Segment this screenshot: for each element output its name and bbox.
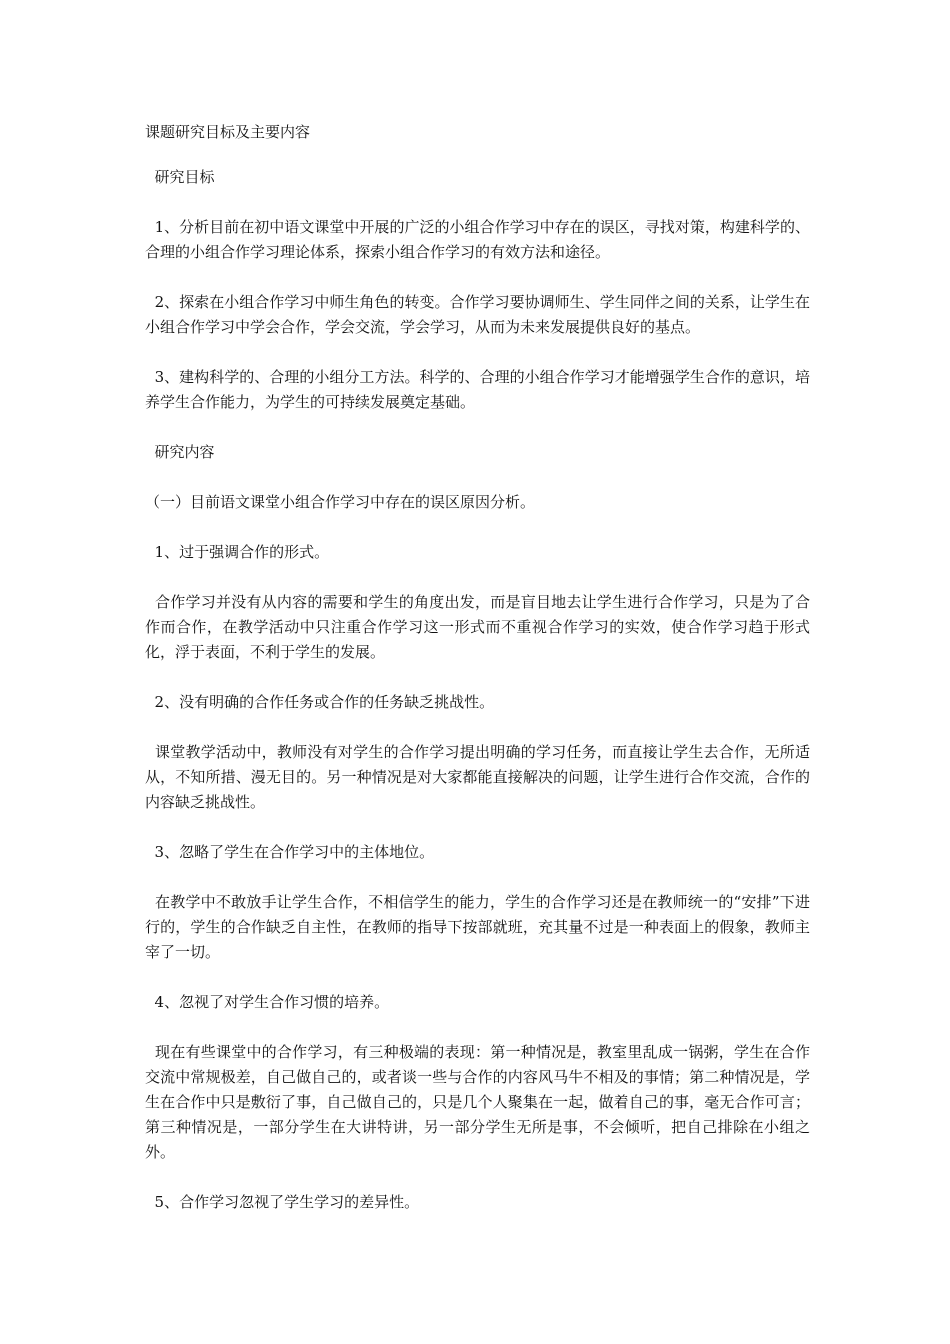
subsection-heading-1: （一）目前语文课堂小组合作学习中存在的误区原因分析。	[145, 493, 536, 511]
item-heading-3: 3、忽略了学生在合作学习中的主体地位。	[145, 843, 435, 861]
goal-paragraph-2: 2、探索在小组合作学习中师生角色的转变。合作学习要协调师生、学生同伴之间的关系，让学生在小组合作学习中学会合作，学会交流，学会学习，从而为未来发展提供良好的基点。	[145, 293, 810, 336]
item-heading-2: 2、没有明确的合作任务或合作的任务缺乏挑战性。	[145, 693, 495, 711]
item-body-1: 合作学习并没有从内容的需要和学生的角度出发，而是盲目地去让学生进行合作学习，只是为了合作而合作，在教学活动中只注重合作学习这一形式而不重视合作学习的实效，使合作学习趋于形式化，浮于表面，不利于学生的发展。	[145, 593, 810, 661]
item-body-4: 现在有些课堂中的合作学习，有三种极端的表现：第一种情况是，教室里乱成一锅粥，学生在合作交流中常规极差，自己做自己的，或者谈一些与合作的内容风马牛不相及的事情；第二种情况是，学生在合作中只是敷衍了事，自己做自己的，只是几个人聚集在一起，做着自己的事，毫无合作可言；第三种情况是，一部分学生在大讲特讲，另一部分学生无所是事，不会倾听，把自己排除在小组之外。	[145, 1043, 810, 1161]
section-heading-goals: 研究目标	[145, 168, 215, 186]
item-heading-4: 4、忽视了对学生合作习惯的培养。	[145, 993, 390, 1011]
goal-paragraph-1: 1、分析目前在初中语文课堂中开展的广泛的小组合作学习中存在的误区，寻找对策，构建科学的、合理的小组合作学习理论体系，探索小组合作学习的有效方法和途径。	[145, 218, 810, 261]
goal-paragraph-3: 3、建构科学的、合理的小组分工方法。科学的、合理的小组合作学习才能增强学生合作的意识，培养学生合作能力，为学生的可持续发展奠定基础。	[145, 368, 810, 411]
item-heading-1: 1、过于强调合作的形式。	[145, 543, 330, 561]
item-body-3: 在教学中不敢放手让学生合作，不相信学生的能力，学生的合作学习还是在教师统一的“安排”下进行的，学生的合作缺乏自主性，在教师的指导下按部就班，充其量不过是一种表面上的假象，教师主宰了一切。	[145, 893, 811, 961]
item-heading-5: 5、合作学习忽视了学生学习的差异性。	[145, 1193, 420, 1211]
item-body-2: 课堂教学活动中，教师没有对学生的合作学习提出明确的学习任务，而直接让学生去合作，无所适从，不知所措、漫无目的。另一种情况是对大家都能直接解决的问题，让学生进行合作交流，合作的内容缺乏挑战性。	[145, 743, 810, 811]
document-title: 课题研究目标及主要内容	[145, 123, 311, 141]
section-heading-content: 研究内容	[145, 443, 215, 461]
document-page	[145, 120, 810, 1215]
